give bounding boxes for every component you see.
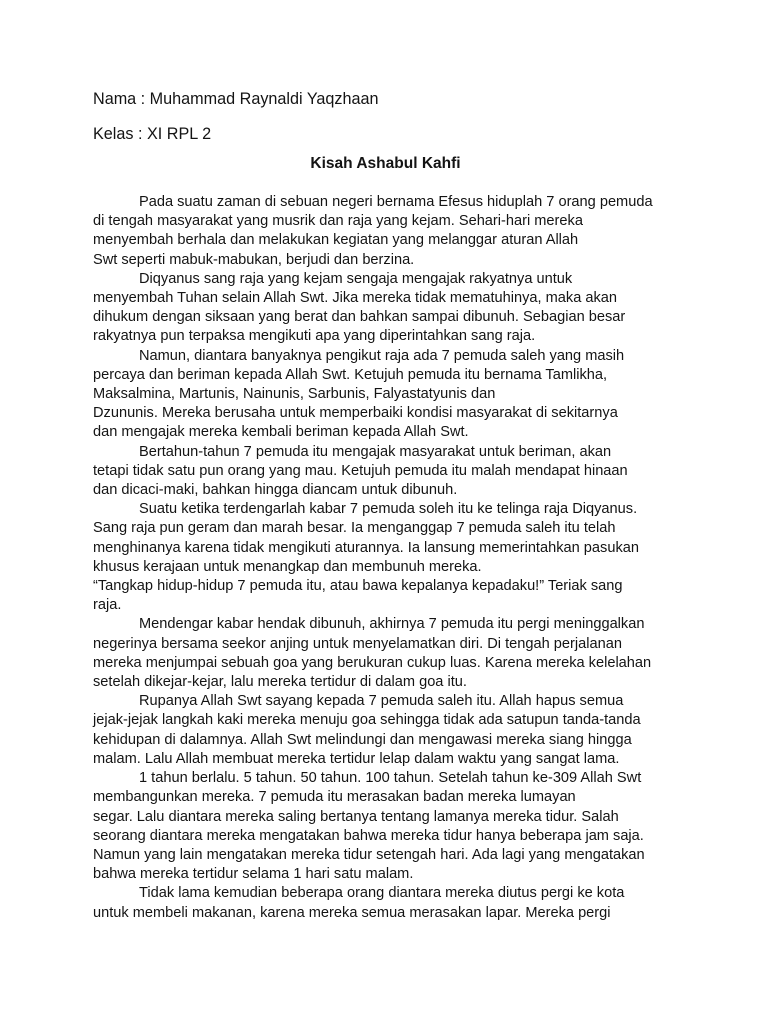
paragraph (93, 692, 688, 769)
paragraph-line: negerinya bersama seekor anjing untuk menyelamatkan diri. Di tengah perjalanan (93, 635, 622, 652)
paragraph-line: dan mengajak mereka kembali beriman kepada Allah Swt. (93, 424, 469, 441)
paragraph-line: dihukum dengan siksaan yang berat dan bahkan sampai dibunuh. Sebagian besar (93, 309, 626, 326)
paragraph-line: 1 tahun berlalu. 5 tahun. 50 tahun. 100 tahun. Setelah tahun ke-309 Allah Swt (139, 770, 642, 787)
paragraph-line: Dzununis. Mereka berusaha untuk memperbaiki kondisi masyarakat di sekitarnya (93, 405, 618, 422)
paragraph-line: Swt seperti mabuk-mabukan, berjudi dan berzina. (93, 251, 415, 268)
paragraph-line: Maksalmina, Martunis, Nainunis, Sarbunis, Falyastatyunis dan (93, 386, 496, 403)
paragraph-line: di tengah masyarakat yang musrik dan raja yang kejam. Sehari-hari mereka (93, 213, 583, 230)
paragraph-line: mereka menjumpai sebuah goa yang berukuran cukup luas. Karena mereka kelelahan (93, 654, 652, 671)
paragraph-line: Suatu ketika terdengarlah kabar 7 pemuda soleh itu ke telinga raja Diqyanus. (139, 501, 638, 518)
paragraph (93, 270, 688, 347)
paragraph-line: kehidupan di dalamnya. Allah Swt melindungi dan mengawasi mereka siang hingga (93, 731, 632, 748)
paragraph-line: untuk membeli makanan, karena mereka semua merasakan lapar. Mereka pergi (93, 904, 611, 921)
paragraph-line: membangunkan mereka. 7 pemuda itu merasakan badan mereka lumayan (93, 789, 576, 806)
paragraph-line: segar. Lalu diantara mereka saling bertanya tentang lamanya mereka tidur. Salah (93, 808, 619, 825)
paragraph-line: percaya dan beriman kepada Allah Swt. Ketujuh pemuda itu bernama Tamlikha, (93, 366, 608, 383)
paragraph-line: dan dicaci-maki, bahkan hingga diancam untuk dibunuh. (93, 482, 458, 499)
paragraph-line: Tidak lama kemudian beberapa orang diantara mereka diutus pergi ke kota (139, 885, 625, 902)
paragraph-line: Bertahun-tahun 7 pemuda itu mengajak masyarakat untuk beriman, akan (139, 443, 612, 460)
paragraph (93, 347, 688, 443)
paragraph-line: Diqyanus sang raja yang kejam sengaja mengajak rakyatnya untuk (139, 270, 573, 287)
paragraph-line: Sang raja pun geram dan marah besar. Ia menganggap 7 pemuda saleh itu telah (93, 520, 616, 537)
paragraph-line: Pada suatu zaman di sebuan negeri bernama Efesus hiduplah 7 orang pemuda (139, 194, 653, 210)
paragraph (93, 193, 688, 270)
paragraph-line: khusus kerajaan untuk menangkap dan membunuh mereka. (93, 558, 482, 575)
paragraph-line: menyembah Tuhan selain Allah Swt. Jika mereka tidak mematuhinya, maka akan (93, 290, 618, 307)
paragraph-line: jejak-jejak langkah kaki mereka menuju goa sehingga tidak ada satupun tanda-tanda (93, 712, 641, 729)
paragraph (93, 615, 688, 692)
paragraph-line: raja. (93, 597, 122, 614)
paragraph-line: Namun, diantara banyaknya pengikut raja ada 7 pemuda saleh yang masih (139, 347, 625, 364)
paragraph-line: bahwa mereka tertidur selama 1 hari satu malam. (93, 866, 414, 883)
paragraph-line: “Tangkap hidup-hidup 7 pemuda itu, atau bawa kepalanya kepadaku!” Teriak sang (93, 578, 623, 595)
paragraph-line: Mendengar kabar hendak dibunuh, akhirnya 7 pemuda itu pergi meninggalkan (139, 616, 645, 633)
paragraph-line: menyembah berhala dan melakukan kegiatan yang melanggar aturan Allah (93, 232, 579, 249)
document-title: Kisah Ashabul Kahfi (310, 155, 461, 172)
paragraph-line: malam. Lalu Allah membuat mereka tertidur lelap dalam waktu yang sangat lama. (93, 750, 620, 767)
paragraph (93, 884, 688, 922)
student-class: Kelas : XI RPL 2 (93, 125, 212, 143)
paragraph (93, 769, 688, 884)
paragraph-line: menghinanya karena tidak mengikuti aturannya. Ia lansung memerintahkan pasukan (93, 539, 639, 556)
document-body (93, 193, 688, 923)
paragraph-line: tetapi tidak satu pun orang yang mau. Ketujuh pemuda itu malah mendapat hinaan (93, 462, 628, 479)
paragraph-line: Rupanya Allah Swt sayang kepada 7 pemuda saleh itu. Allah hapus semua (139, 693, 624, 710)
student-name: Nama : Muhammad Raynaldi Yaqzhaan (93, 90, 379, 108)
paragraph-line: rakyatnya pun terpaksa mengikuti apa yang diperintahkan sang raja. (93, 328, 536, 345)
paragraph-line: Namun yang lain mengatakan mereka tidur setengah hari. Ada lagi yang mengatakan (93, 846, 645, 863)
paragraph-line: seorang diantara mereka mengatakan bahwa mereka tidur hanya beberapa jam saja. (93, 827, 644, 844)
paragraph-line: setelah dikejar-kejar, lalu mereka tertidur di dalam goa itu. (93, 674, 467, 691)
paragraph (93, 443, 688, 501)
paragraph (93, 500, 688, 615)
